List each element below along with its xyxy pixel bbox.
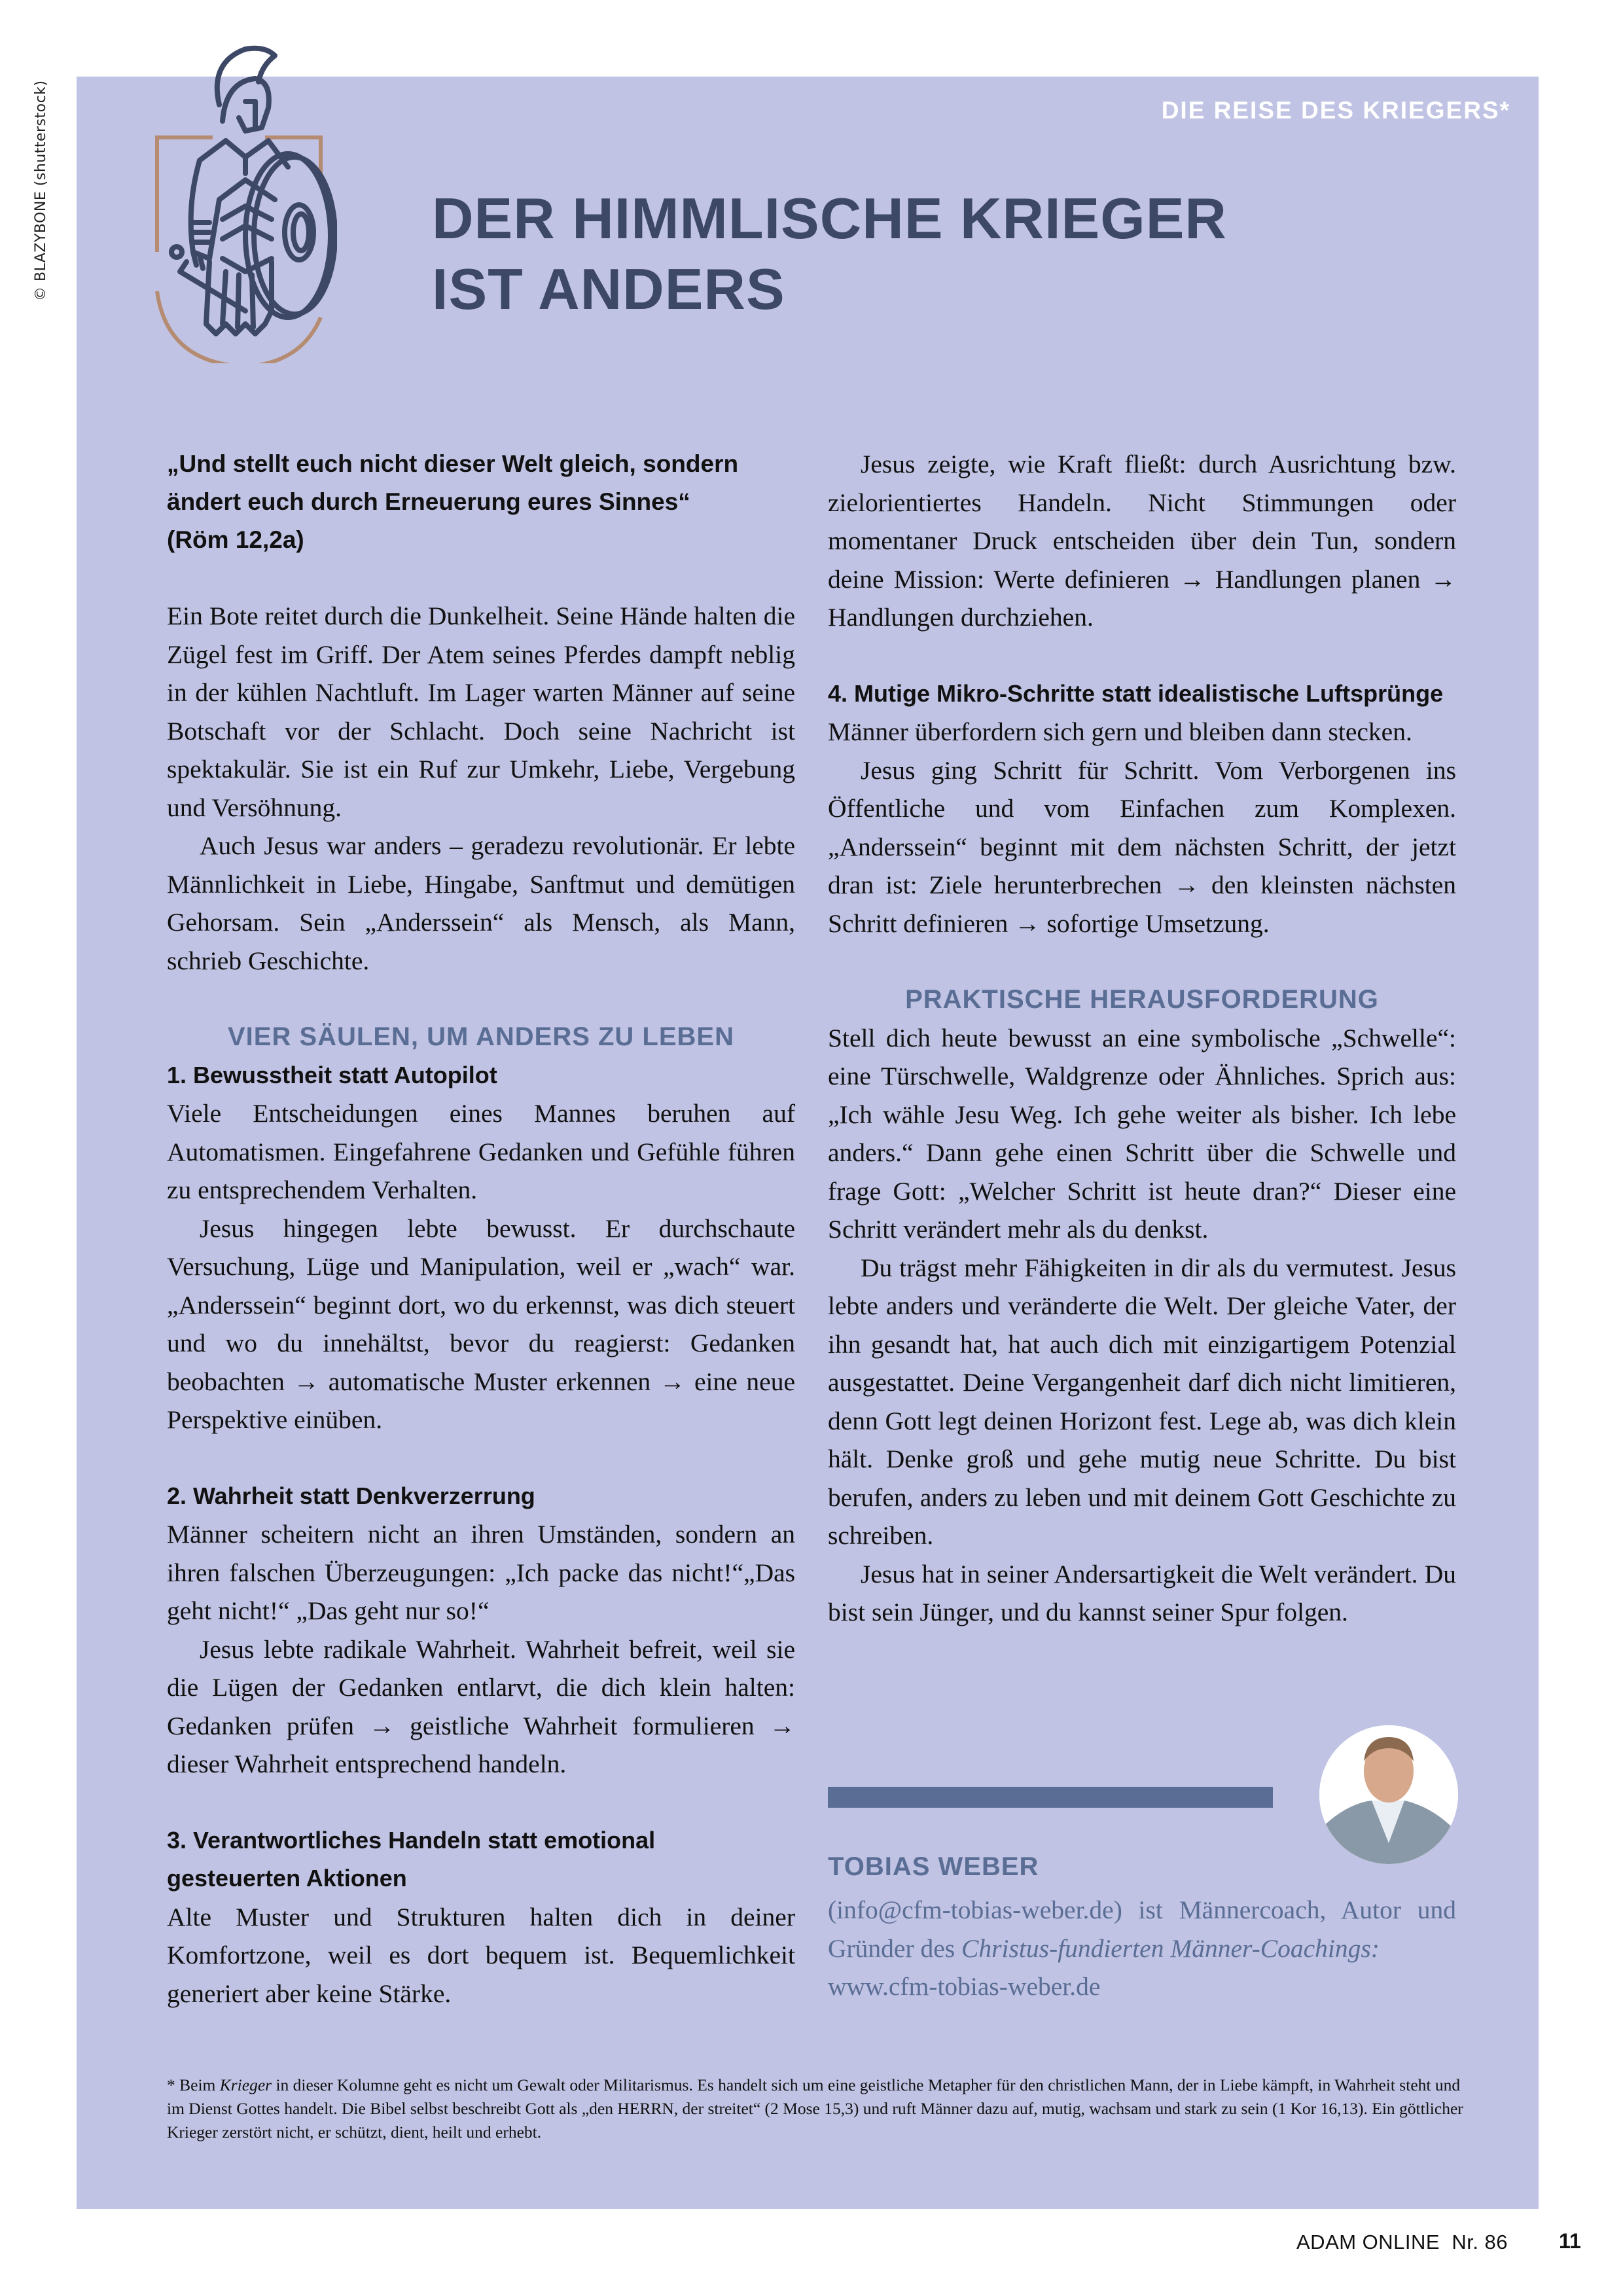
pillar-2-heading: 2. Wahrheit statt Denkverzerrung bbox=[167, 1482, 535, 1509]
author-bio-text: (info@cfm-tobias-weber.de) ist Männercoach, Autor und Gründer des bbox=[828, 1895, 1456, 1963]
footnote-term: Krieger bbox=[219, 2075, 272, 2094]
pillar-3-heading: 3. Verantwortliches Handeln statt emotional gesteuerten Aktionen bbox=[167, 1826, 656, 1892]
intro-paragraph: Auch Jesus war anders – geradezu revolutionär. Er lebte Männlichkeit in Liebe, Hingabe, Sanftmut und demütigen Gehorsam. Sein „Anderssein“ als Mensch, als Mann, schrieb Geschichte. bbox=[167, 831, 795, 975]
author-portrait-icon bbox=[1319, 1725, 1458, 1864]
footnote-prefix: * Beim bbox=[167, 2075, 220, 2094]
intro-paragraph: Ein Bote reitet durch die Dunkelheit. Seine Hände halten die Zügel fest im Griff. Der Atem seines Pferdes dampft neblig in der kühlen Nachtluft. Im Lager warten Männer auf seine Botschaft vor der Schlacht. Doch seine Nachricht ist spektakulär. Sie ist ein Ruf zur Umkehr, Liebe, Vergebung und Versöhnung. bbox=[167, 601, 795, 822]
photo-credit: © BLAZYBONE (shutterstock) bbox=[33, 80, 49, 301]
warrior-figure bbox=[171, 48, 335, 334]
section-heading-pillars: VIER SÄULEN, UM ANDERS ZU LEBEN bbox=[227, 1022, 734, 1051]
section-heading-challenge: PRAKTISCHE HERAUSFORDERUNG bbox=[905, 985, 1379, 1014]
challenge-paragraph: Stell dich heute bewusst an eine symbolische „Schwelle“: eine Türschwelle, Waldgrenze oder Ähnliches. Sprich aus: „Ich wähle Jesu Weg. Ich gehe weiter als bisher. Ich lebe anders.“ Dann gehe einen Schritt über die Schwelle und frage Gott: „Welcher Schritt ist heute dran?“ Dieser eine Schritt verändert mehr als du denkst. bbox=[828, 1023, 1456, 1244]
pillar-2-paragraph: Männer scheitern nicht an ihren Umständen, sondern an ihren falschen Überzeugungen: „Ich packe das nicht!“„Das geht nicht!“ „Das geht nur so!“ bbox=[167, 1520, 795, 1625]
pillar-4-paragraph: Jesus ging Schritt für Schritt. Vom Verborgenen ins Öffentliche und vom Einfachen zum Komplexen. „Anderssein“ beginnt mit dem nächsten Schritt, der jetzt dran ist: Ziele herunterbrechen → den kleinsten nächsten Schritt definieren → sofortige Umsetzung. bbox=[828, 755, 1456, 938]
scripture-quote bbox=[167, 445, 795, 559]
pillar-1-paragraph: Jesus hingegen lebte bewusst. Er durchschaute Versuchung, Lüge und Manipulation, weil er „wach“ war. „Anderssein“ beginnt dort, wo du erkennst, was dich steuert und wo du innehältst, bevor du reagierst: Gedanken beobachten → automatische Muster erkennen → eine neue Perspektive einüben. bbox=[167, 1213, 795, 1434]
title-line-1: DER HIMMLISCHE KRIEGER bbox=[432, 186, 1227, 251]
author-name: TOBIAS WEBER bbox=[828, 1852, 1039, 1881]
author-website-link[interactable]: www.cfm-tobias-weber.de bbox=[828, 1972, 1101, 2001]
right-column bbox=[828, 445, 1456, 1632]
author-photo bbox=[1319, 1725, 1458, 1864]
pillar-3-paragraph: Alte Muster und Strukturen halten dich in deiner Komfortzone, weil es dort bequem ist. Bequemlichkeit generiert aber keine Stärke. bbox=[167, 1902, 795, 2008]
column-kicker: DIE REISE DES KRIEGERS* bbox=[1161, 97, 1510, 124]
pillar-1-heading: 1. Bewusstheit statt Autopilot bbox=[167, 1061, 497, 1088]
author-divider-bar bbox=[828, 1787, 1273, 1808]
pillar-4-heading: 4. Mutige Mikro-Schritte statt idealistische Luftsprünge bbox=[828, 679, 1444, 707]
footnote bbox=[167, 2073, 1476, 2144]
author-bio bbox=[828, 1891, 1456, 2006]
pillar-4-paragraph: Männer überfordern sich gern und bleiben dann stecken. bbox=[828, 717, 1412, 746]
left-column bbox=[167, 445, 795, 2013]
footnote-text: in dieser Kolumne geht es nicht um Gewalt oder Militarismus. Es handelt sich um eine geistliche Metapher für den christlichen Mann, der in Liebe kämpft, in Wahrheit steht und im Dienst Gottes handelt. Die Bibel selbst beschreibt Gott als „den HERRN, der streitet“ (2 Mose 15,3) und ruft Männer dazu auf, mutig, wachsam und stark zu sein (1 Kor 16,13). Ein göttlicher Krieger zerstört nicht, er schützt, dient, heilt und erhebt. bbox=[167, 2075, 1463, 2142]
pillar-3-paragraph: Jesus zeigte, wie Kraft fließt: durch Ausrichtung bzw. zielorientiertes Handeln. Nicht Stimmungen oder momentaner Druck entscheiden über dein Tun, sondern deine Mission: Werte definieren → Handlungen planen → Handlungen durchziehen. bbox=[828, 450, 1456, 632]
pillar-1-paragraph: Viele Entscheidungen eines Mannes beruhen auf Automatismen. Eingefahrene Gedanken und Gefühle führen zu entsprechendem Verhalten. bbox=[167, 1099, 795, 1204]
challenge-paragraph: Jesus hat in seiner Andersartigkeit die Welt verändert. Du bist sein Jünger, und du kannst seiner Spur folgen. bbox=[828, 1559, 1456, 1626]
publication-folio: ADAM ONLINE Nr. 86 bbox=[1296, 2231, 1508, 2253]
quote-text: „Und stellt euch nicht dieser Welt gleich, sondern ändert euch durch Erneuerung eures Sinnes“ bbox=[167, 450, 739, 515]
author-bio-program: Christus-fundierten Männer-Coachings: bbox=[961, 1933, 1380, 1963]
quote-reference: (Röm 12,2a) bbox=[167, 526, 304, 553]
page-number: 11 bbox=[1559, 2229, 1581, 2253]
title-line-2: IST ANDERS bbox=[432, 257, 785, 321]
challenge-paragraph: Du trägst mehr Fähigkeiten in dir als du vermutest. Jesus lebte anders und veränderte die Welt. Der gleiche Vater, der ihn gesandt hat, hat auch dich mit einzigartigem Potenzial ausgestattet. Deine Vergangenheit darf dich nicht limitieren, denn Gott legt deinen Horizont fest. Lege ab, was dich klein hält. Denke groß und gehe mutig neue Schritte. Du bist berufen, anders zu leben und mit deinem Gott Geschichte zu schreiben. bbox=[828, 1253, 1456, 1550]
pillar-2-paragraph: Jesus lebte radikale Wahrheit. Wahrheit befreit, weil sie die Lügen der Gedanken entlarvt, die dich klein halten: Gedanken prüfen → geistliche Wahrheit formulieren → dieser Wahrheit entsprechend handeln. bbox=[167, 1634, 795, 1778]
article-title bbox=[432, 183, 1227, 325]
spartan-warrior-icon bbox=[147, 36, 337, 363]
